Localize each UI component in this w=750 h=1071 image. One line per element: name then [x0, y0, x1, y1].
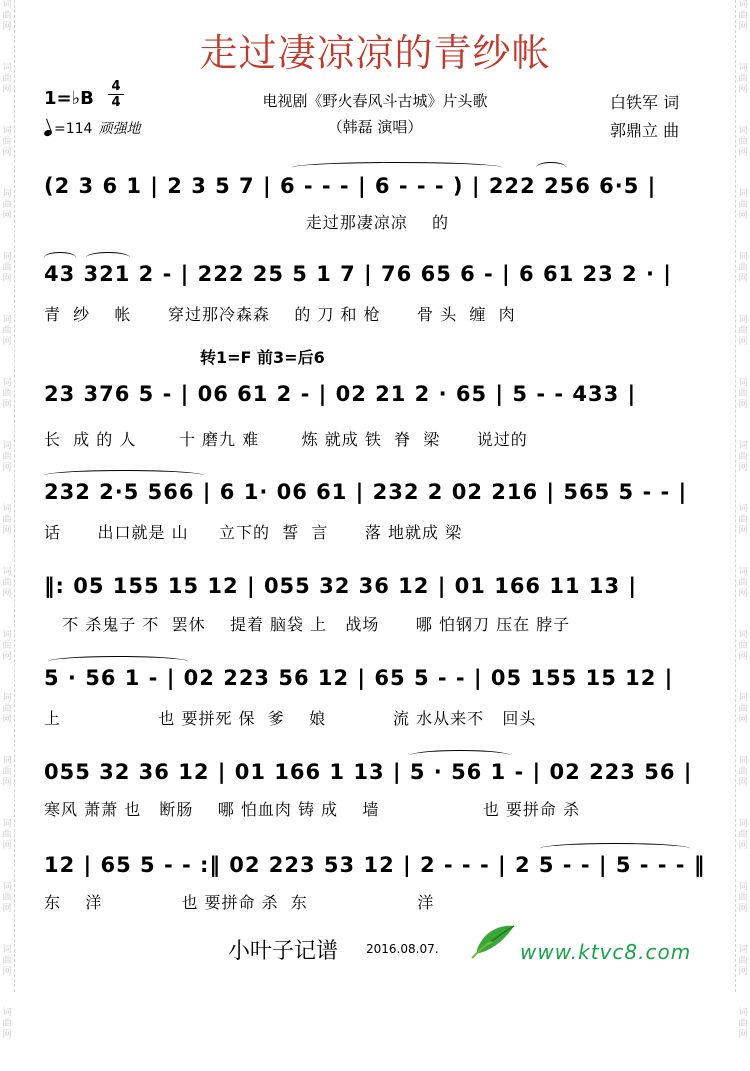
- tempo-expression: 顽强地: [98, 121, 141, 137]
- watermark-gap: [736, 600, 750, 630]
- slur-mark: [540, 843, 690, 854]
- watermark-glyph: 曲: [738, 893, 748, 903]
- song-subtitle: 电视剧《野火春风斗古城》片头歌: [262, 92, 488, 110]
- watermark-gap: [0, 915, 14, 945]
- slur-mark: [292, 162, 502, 173]
- watermark-glyph: 网: [2, 337, 12, 347]
- watermark-glyph: 网: [2, 589, 12, 599]
- watermark-glyph: 网: [2, 274, 12, 284]
- watermark-glyph: 词: [2, 441, 12, 451]
- lyricist-credit: 白铁军 词: [610, 93, 680, 112]
- watermark-glyph: 曲: [2, 641, 12, 651]
- watermark-glyph: 曲: [738, 767, 748, 777]
- watermark-gap: [736, 159, 750, 189]
- watermark-gap: [0, 726, 14, 756]
- watermark-glyph: 网: [738, 652, 748, 662]
- watermark-gap: [0, 852, 14, 882]
- watermark-glyph: 词: [738, 1008, 748, 1018]
- watermark-glyph: 词: [738, 882, 748, 892]
- watermark-glyph: 曲: [2, 200, 12, 210]
- watermark-glyph: 曲: [2, 11, 12, 21]
- singer-credit: （韩磊 演唱）: [327, 118, 423, 136]
- watermark-glyph: 曲: [2, 767, 12, 777]
- watermark-glyph: 词: [2, 693, 12, 703]
- watermark-glyph: 曲: [2, 389, 12, 399]
- modulation-marking: 转1=F 前3=后6: [200, 348, 325, 367]
- watermark-glyph: 词: [2, 126, 12, 136]
- watermark-gap: [736, 852, 750, 882]
- watermark-glyph: 曲: [738, 830, 748, 840]
- score-line-3-lyrics: 长 成 的 人 十 磨九 难 炼 就成 铁 脊 梁 说过的: [44, 430, 528, 449]
- song-title: 走过凄凉凉的青纱帐: [199, 31, 551, 75]
- score-line-1-notes: (2 3 6 1 | 2 3 5 7 | 6 - - - | 6 - - - ) | 222 256 6·5 |: [44, 174, 657, 198]
- watermark-glyph: 词: [2, 378, 12, 388]
- watermark-glyph: 曲: [738, 137, 748, 147]
- score-line-1-lyrics: 走过那凄凉凉 的: [44, 213, 450, 232]
- watermark-glyph: 曲: [738, 578, 748, 588]
- watermark-gap: [0, 474, 14, 504]
- score-line-2-notes: 43 321 2 - | 222 25 5 1 7 | 76 65 6 - | 6 61 23 2 · |: [44, 262, 672, 286]
- tempo-value: =114: [54, 121, 93, 137]
- score-line-4-notes: 232 2·5 566 | 6 1· 06 61 | 232 2 02 216 | 565 5 - - |: [44, 480, 688, 504]
- watermark-glyph: 网: [738, 967, 748, 977]
- watermark-gap: [0, 159, 14, 189]
- watermark-glyph: 网: [2, 1030, 12, 1040]
- watermark-gap: [0, 978, 14, 1008]
- watermark-glyph: 词: [2, 945, 12, 955]
- watermark-glyph: 词: [738, 756, 748, 766]
- transcriber-signature: 小叶子记谱: [228, 939, 339, 964]
- time-signature-bottom: 4: [111, 95, 121, 110]
- watermark-glyph: 曲: [738, 326, 748, 336]
- watermark-gap: [0, 537, 14, 567]
- watermark-gap: [736, 726, 750, 756]
- watermark-glyph: 词: [2, 252, 12, 262]
- watermark-glyph: 曲: [2, 1019, 12, 1029]
- watermark-glyph: 网: [2, 652, 12, 662]
- watermark-glyph: 词: [2, 1008, 12, 1018]
- score-line-5-lyrics: 不 杀鬼子 不 罢休 提着 脑袋 上 战场 哪 怕钢刀 压在 脖子: [44, 615, 571, 634]
- watermark-gap: [736, 285, 750, 315]
- watermark-glyph: 曲: [2, 956, 12, 966]
- watermark-glyph: 词: [738, 126, 748, 136]
- watermark-glyph: 网: [2, 22, 12, 32]
- watermark-glyph: 词: [738, 819, 748, 829]
- watermark-glyph: 词: [738, 441, 748, 451]
- watermark-glyph: 词: [2, 819, 12, 829]
- watermark-glyph: 网: [738, 22, 748, 32]
- watermark-glyph: 网: [738, 148, 748, 158]
- watermark-glyph: 网: [738, 778, 748, 788]
- watermark-glyph: 曲: [2, 830, 12, 840]
- watermark-glyph: 网: [2, 904, 12, 914]
- watermark-glyph: 词: [2, 504, 12, 514]
- watermark-glyph: 网: [738, 904, 748, 914]
- watermark-glyph: 网: [738, 526, 748, 536]
- watermark-gap: [0, 222, 14, 252]
- watermark-glyph: 词: [2, 756, 12, 766]
- composer-credit: 郭鼎立 曲: [610, 121, 680, 140]
- score-line-6-notes: 5 · 56 1 - | 02 223 56 12 | 65 5 - - | 05 155 15 12 |: [44, 666, 674, 690]
- watermark-glyph: 词: [738, 693, 748, 703]
- watermark-glyph: 网: [2, 715, 12, 725]
- watermark-gap: [736, 222, 750, 252]
- watermark-glyph: 词: [738, 315, 748, 325]
- watermark-glyph: 词: [2, 315, 12, 325]
- watermark-glyph: 曲: [738, 956, 748, 966]
- watermark-glyph: 词: [2, 0, 12, 10]
- watermark-glyph: 曲: [2, 704, 12, 714]
- watermark-glyph: 网: [738, 715, 748, 725]
- watermark-glyph: 网: [738, 400, 748, 410]
- watermark-glyph: 曲: [2, 893, 12, 903]
- slur-mark: [86, 252, 130, 263]
- watermark-glyph: 词: [738, 945, 748, 955]
- watermark-glyph: 词: [738, 63, 748, 73]
- score-line-7-lyrics: 寒风 萧萧 也 断肠 哪 怕血肉 铸 成 墙 也 要拼命 杀: [44, 800, 581, 819]
- watermark-glyph: 词: [738, 504, 748, 514]
- watermark-gap: [0, 285, 14, 315]
- watermark-glyph: 网: [738, 85, 748, 95]
- score-line-5-notes: ‖: 05 155 15 12 | 055 32 36 12 | 01 166 11 13 |: [44, 574, 638, 598]
- watermark-glyph: 曲: [738, 1019, 748, 1029]
- watermark-glyph: 词: [738, 189, 748, 199]
- watermark-glyph: 曲: [738, 263, 748, 273]
- watermark-gap: [736, 1041, 750, 1071]
- watermark-gap: [736, 663, 750, 693]
- watermark-glyph: 网: [2, 967, 12, 977]
- watermark-gap: [736, 411, 750, 441]
- score-line-3-notes: 23 376 5 - | 06 61 2 - | 02 21 2 · 65 | 5 - - 433 |: [44, 382, 637, 406]
- watermark-gap: [736, 915, 750, 945]
- watermark-gap: [0, 411, 14, 441]
- watermark-glyph: 曲: [2, 578, 12, 588]
- watermark-glyph: 曲: [738, 515, 748, 525]
- watermark-glyph: 网: [2, 148, 12, 158]
- watermark-glyph: 网: [2, 400, 12, 410]
- watermark-glyph: 曲: [738, 452, 748, 462]
- score-line-8-lyrics: 东 洋 也 要拼命 杀 东 洋: [44, 893, 435, 912]
- slur-mark: [48, 656, 188, 667]
- watermark-glyph: 网: [2, 85, 12, 95]
- score-line-6-lyrics: 上 也 要拼死 保 爹 娘 流 水从来不 回头: [44, 709, 537, 728]
- watermark-gap: [736, 978, 750, 1008]
- right-watermark-column: [735, 0, 750, 1040]
- site-link[interactable]: www.ktvc8.com: [520, 940, 692, 964]
- watermark-gap: [736, 537, 750, 567]
- watermark-glyph: 曲: [2, 326, 12, 336]
- key-signature: 1=♭B: [44, 88, 94, 109]
- score-line-4-lyrics: 话 出口就是 山 立下的 誓 言 落 地就成 梁: [44, 523, 463, 542]
- watermark-glyph: 曲: [738, 200, 748, 210]
- watermark-glyph: 网: [738, 463, 748, 473]
- watermark-glyph: 网: [738, 841, 748, 851]
- score-line-8-notes: 12 | 65 5 - - :‖ 02 223 53 12 | 2 - - - | 2 5 - - | 5 - - - ‖: [44, 853, 706, 877]
- watermark-glyph: 曲: [738, 641, 748, 651]
- watermark-glyph: 词: [2, 567, 12, 577]
- watermark-glyph: 曲: [2, 515, 12, 525]
- watermark-glyph: 曲: [2, 452, 12, 462]
- watermark-gap: [736, 348, 750, 378]
- watermark-glyph: 词: [738, 0, 748, 10]
- watermark-glyph: 网: [2, 463, 12, 473]
- watermark-glyph: 词: [2, 189, 12, 199]
- left-watermark-column: [0, 0, 15, 1040]
- watermark-glyph: 网: [738, 1030, 748, 1040]
- slur-mark: [44, 470, 204, 481]
- watermark-glyph: 词: [738, 252, 748, 262]
- watermark-glyph: 曲: [738, 389, 748, 399]
- watermark-glyph: 词: [738, 630, 748, 640]
- watermark-glyph: 词: [2, 882, 12, 892]
- watermark-gap: [0, 789, 14, 819]
- watermark-gap: [0, 663, 14, 693]
- watermark-glyph: 网: [2, 778, 12, 788]
- watermark-glyph: 曲: [738, 74, 748, 84]
- watermark-gap: [736, 474, 750, 504]
- watermark-gap: [0, 600, 14, 630]
- time-signature-top: 4: [108, 79, 124, 95]
- leaf-logo-icon: [470, 920, 518, 960]
- watermark-glyph: 曲: [2, 137, 12, 147]
- watermark-gap: [736, 789, 750, 819]
- slur-mark: [410, 750, 510, 761]
- watermark-glyph: 词: [2, 63, 12, 73]
- score-line-2-lyrics: 青 纱 帐 穿过那冷森森 的 刀 和 枪 骨 头 缠 肉: [44, 305, 516, 324]
- transcription-date: 2016.08.07.: [366, 942, 439, 956]
- watermark-gap: [0, 1041, 14, 1071]
- watermark-glyph: 网: [2, 526, 12, 536]
- watermark-glyph: 网: [738, 337, 748, 347]
- watermark-glyph: 曲: [2, 74, 12, 84]
- slur-mark: [44, 252, 76, 263]
- score-line-7-notes: 055 32 36 12 | 01 166 1 13 | 5 · 56 1 - | 02 223 56 |: [44, 760, 693, 784]
- watermark-glyph: 词: [738, 378, 748, 388]
- watermark-glyph: 网: [2, 211, 12, 221]
- watermark-glyph: 网: [738, 211, 748, 221]
- watermark-glyph: 曲: [2, 263, 12, 273]
- slur-mark: [536, 162, 566, 173]
- watermark-glyph: 词: [738, 567, 748, 577]
- watermark-glyph: 网: [738, 589, 748, 599]
- watermark-gap: [0, 348, 14, 378]
- watermark-glyph: 网: [738, 274, 748, 284]
- watermark-glyph: 曲: [738, 11, 748, 21]
- watermark-glyph: 曲: [738, 704, 748, 714]
- watermark-glyph: 网: [2, 841, 12, 851]
- watermark-glyph: 词: [2, 630, 12, 640]
